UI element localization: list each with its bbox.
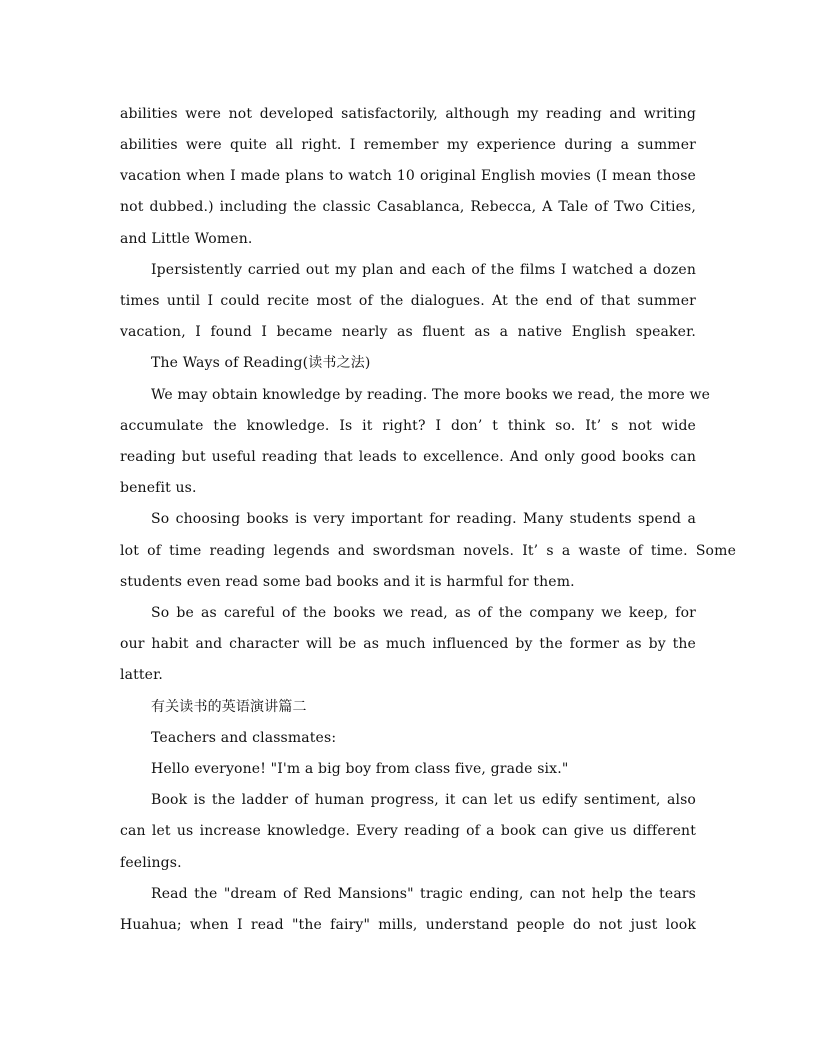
text-line: Hello everyone! "I'm a big boy from class five, grade six." [151,761,569,777]
section-heading: The Ways of Reading(读书之法) [151,355,371,371]
text-line: our habit and character will be as much influenced by the former as by the [120,636,696,652]
text-line: Huahua; when I read "the fairy" mills, understand people do not just look [120,917,696,933]
text-line: So be as careful of the books we read, as of the company we keep, for [151,605,696,621]
text-line: vacation, I found I became nearly as fluent as a native English speaker. [120,324,696,340]
text-line: Book is the ladder of human progress, it can let us edify sentiment, also [151,792,696,808]
text-line: not dubbed.) including the classic Casablanca, Rebecca, A Tale of Two Cities, [120,199,696,215]
text-line: reading but useful reading that leads to excellence. And only good books can [120,449,696,465]
text-line: accumulate the knowledge. Is it right? I don’ t think so. It’ s not wide [120,418,696,434]
text-line: Ipersistently carried out my plan and each of the films I watched a dozen [151,262,696,278]
text-line: benefit us. [120,480,197,496]
text-line: latter. [120,667,164,683]
text-line: and Little Women. [120,231,253,247]
text-line: Teachers and classmates: [151,730,337,746]
text-line: lot of time reading legends and swordsman novels. It’ s a waste of time. Some [120,543,736,559]
section-heading: 有关读书的英语演讲篇二 [151,699,307,715]
text-line: can let us increase knowledge. Every reading of a book can give us different [120,823,696,839]
text-line: abilities were not developed satisfactorily, although my reading and writing [120,106,696,122]
text-line: abilities were quite all right. I remember my experience during a summer [120,137,696,153]
text-line: times until I could recite most of the dialogues. At the end of that summer [120,293,696,309]
text-line: So choosing books is very important for reading. Many students spend a [151,511,696,527]
text-line: students even read some bad books and it is harmful for them. [120,574,575,590]
text-line: We may obtain knowledge by reading. The more books we read, the more we [151,387,711,403]
text-line: vacation when I made plans to watch 10 original English movies (I mean those [120,168,696,184]
text-line: feelings. [120,855,182,871]
text-line: Read the "dream of Red Mansions" tragic ending, can not help the tears [151,886,696,902]
